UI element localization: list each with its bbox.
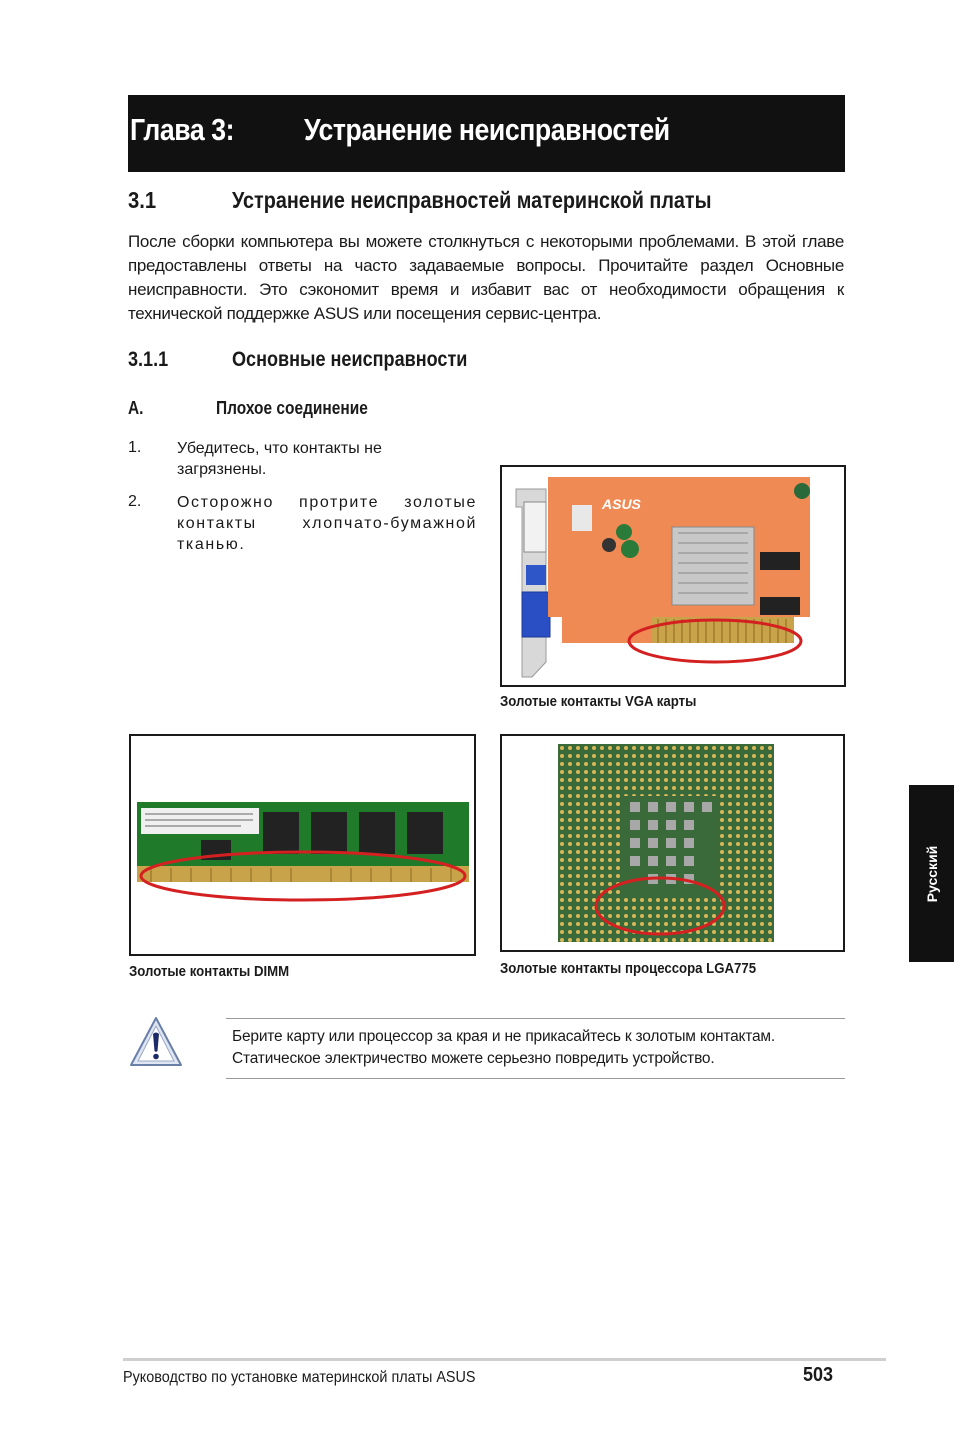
cpu-caption: Золотые контакты процессора LGA775 <box>500 960 757 977</box>
vga-card-photo <box>500 465 846 687</box>
dimm-photo <box>129 734 476 956</box>
language-side-tab <box>909 785 954 962</box>
step-1-text: Убедитесь, что контакты не загрязнены. <box>177 440 382 478</box>
chapter-number: Глава 3: <box>130 112 235 147</box>
dimm-caption: Золотые контакты DIMM <box>129 963 290 980</box>
cpu-image <box>502 736 843 950</box>
subsubsection-number: A. <box>128 398 144 418</box>
footer-text: Руководство по установке материнской платы ASUS <box>123 1369 476 1386</box>
dimm-image <box>131 736 474 954</box>
note-line-2: Статическое электричество можете серьезно повредить устройство. <box>232 1050 715 1067</box>
step-2-number: 2. <box>128 493 142 510</box>
footer-rule <box>123 1358 886 1361</box>
chapter-header <box>128 95 845 172</box>
intro-paragraph: После сборки компьютера вы можете столкнуться с некоторыми проблемами. В этой главе предоставлены ответы на часто задаваемые вопросы. Прочитайте раздел Основные неисправности. Это сэкономит время и избавит вас от необходимости обращения к технической поддержке ASUS или посещения сервис-центра. <box>128 232 844 323</box>
side-tab-label: Русский <box>923 845 940 902</box>
step-1-number: 1. <box>128 439 142 456</box>
asus-logo: ASUS <box>602 496 641 512</box>
page-number: 503 <box>803 1364 834 1386</box>
vga-card-image <box>502 467 844 685</box>
vga-caption: Золотые контакты VGA карты <box>500 693 697 710</box>
subsection-number: 3.1.1 <box>128 348 169 371</box>
warning-icon <box>128 1014 184 1070</box>
cpu-photo <box>500 734 845 952</box>
subsubsection-title: Плохое соединение <box>216 398 368 418</box>
note-line-1: Берите карту или процессор за края и не прикасайтесь к золотым контактам. <box>232 1028 775 1045</box>
step-2-text: Осторожно протрите золотые контакты хлопчато-бумажной тканью. <box>177 494 477 553</box>
chapter-title: Устранение неисправностей <box>304 112 670 147</box>
note-bottom-rule <box>226 1078 845 1079</box>
note-top-rule <box>226 1018 845 1019</box>
subsection-title: Основные неисправности <box>232 348 468 371</box>
section-number: 3.1 <box>128 187 157 213</box>
section-title: Устранение неисправностей материнской платы <box>232 187 712 213</box>
